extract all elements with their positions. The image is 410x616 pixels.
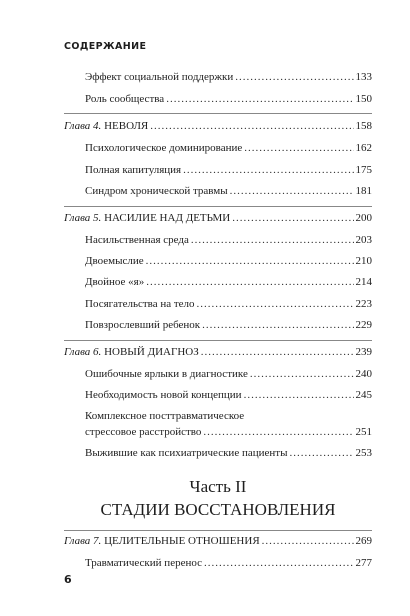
- page-number: 6: [64, 573, 72, 586]
- toc-entry-title: Травматический перенос: [85, 557, 202, 569]
- chapter-label: Глава 4.: [64, 120, 102, 132]
- chapter-name: ЦЕЛИТЕЛЬНЫЕ ОТНОШЕНИЯ: [104, 535, 260, 547]
- toc-page-number: 214: [355, 276, 372, 288]
- dot-leader: [244, 388, 354, 402]
- toc-entry-title: Насильственная среда: [85, 234, 189, 246]
- toc-chapter-title: [64, 345, 199, 359]
- dot-leader: [166, 92, 353, 106]
- toc-entry-title: Выжившие как психиатрические пациенты: [85, 447, 288, 459]
- dot-leader: [197, 297, 354, 311]
- toc-entry-title: Повзрослевший ребенок: [85, 319, 201, 331]
- dot-leader: [230, 184, 354, 198]
- toc-page-number: 133: [355, 71, 372, 83]
- toc-entry[interactable]: [85, 425, 372, 439]
- dot-leader: [244, 141, 353, 155]
- dot-leader: [203, 425, 353, 439]
- dot-leader: [232, 211, 353, 225]
- dot-leader: [191, 233, 354, 247]
- dot-leader: [146, 275, 353, 289]
- toc-entry[interactable]: [85, 318, 372, 332]
- section-divider: [64, 113, 372, 114]
- dot-leader: [150, 119, 353, 133]
- toc-chapter-title: [64, 534, 260, 548]
- toc-entry-title: Двойное «я»: [85, 276, 145, 288]
- dot-leader: [289, 446, 353, 460]
- toc-entry[interactable]: [85, 184, 372, 198]
- dot-leader: [204, 556, 354, 570]
- toc-page-number: 158: [355, 120, 372, 132]
- toc-chapter-title: [64, 211, 230, 225]
- toc-page-number: 269: [355, 535, 372, 547]
- dot-leader: [202, 318, 353, 332]
- toc-page-number: 239: [355, 346, 372, 358]
- running-header: СОДЕРЖАНИЕ: [64, 41, 147, 52]
- toc-page-number: 162: [355, 142, 372, 154]
- toc-entry[interactable]: [85, 388, 372, 402]
- toc-chapter-title: [64, 119, 148, 133]
- dot-leader: [235, 70, 353, 84]
- dot-leader: [146, 254, 354, 268]
- chapter-name: НАСИЛИЕ НАД ДЕТЬМИ: [104, 212, 231, 224]
- toc-entry[interactable]: [85, 92, 372, 106]
- toc-entry[interactable]: [85, 275, 372, 289]
- toc-page-number: 253: [355, 447, 372, 459]
- part-number: Часть II: [189, 477, 247, 496]
- toc-entry-title: Двоемыслие: [85, 255, 144, 267]
- section-divider: [64, 206, 372, 207]
- dot-leader: [262, 534, 354, 548]
- toc-entry[interactable]: [85, 556, 372, 570]
- toc-page-number: 150: [355, 93, 372, 105]
- toc-entry[interactable]: [85, 70, 372, 84]
- toc-entry-title: Эффект социальной поддержки: [85, 71, 234, 83]
- toc-entry-title: Ошибочные ярлыки в диагностике: [85, 368, 248, 380]
- toc-chapter-5[interactable]: [64, 211, 372, 225]
- toc-entry-title: Психологическое доминирование: [85, 142, 243, 154]
- toc-chapter-6[interactable]: [64, 345, 372, 359]
- chapter-name: НОВЫЙ ДИАГНОЗ: [104, 346, 199, 358]
- toc-entry-title: Синдром хронической травмы: [85, 185, 228, 197]
- section-divider: [64, 530, 372, 531]
- toc-page-number: 229: [355, 319, 372, 331]
- dot-leader: [201, 345, 354, 359]
- part-title: СТАДИИ ВОССТАНОВЛЕНИЯ: [100, 500, 336, 519]
- section-divider: [64, 340, 372, 341]
- toc-chapter-4[interactable]: [64, 119, 372, 133]
- chapter-label: Глава 5.: [64, 212, 102, 224]
- toc-page-number: 175: [355, 164, 372, 176]
- toc-entry[interactable]: [85, 367, 372, 381]
- toc-entry[interactable]: [85, 141, 372, 155]
- toc-page-number: 210: [355, 255, 372, 267]
- toc-page-number: 223: [355, 298, 372, 310]
- toc-page-number: 245: [355, 389, 372, 401]
- toc-entry[interactable]: [85, 163, 372, 177]
- toc-entry-title: Необходимость новой концепции: [85, 389, 242, 401]
- toc-entry-title-line1[interactable]: Комплексное посттравматическое: [85, 410, 245, 422]
- toc-entry[interactable]: [85, 297, 372, 311]
- toc-entry[interactable]: [85, 233, 372, 247]
- toc-page-number: 200: [355, 212, 372, 224]
- chapter-label: Глава 6.: [64, 346, 102, 358]
- chapter-name: НЕВОЛЯ: [104, 120, 149, 132]
- toc-entry[interactable]: [85, 446, 372, 460]
- toc-entry[interactable]: [85, 254, 372, 268]
- toc-chapter-7[interactable]: [64, 534, 372, 548]
- toc-page-number: 181: [355, 185, 372, 197]
- toc-entry-title: Посягательства на тело: [85, 298, 195, 310]
- dot-leader: [183, 163, 353, 177]
- toc-page-number: 240: [355, 368, 372, 380]
- chapter-label: Глава 7.: [64, 535, 102, 547]
- toc-entry-title: Роль сообщества: [85, 93, 165, 105]
- toc-page-number: 251: [355, 426, 372, 438]
- toc-page-number: 203: [355, 234, 372, 246]
- toc-entry-title-line2: стрессовое расстройство: [85, 426, 202, 438]
- toc-entry-title: Полная капитуляция: [85, 164, 182, 176]
- dot-leader: [250, 367, 354, 381]
- toc-page-number: 277: [355, 557, 372, 569]
